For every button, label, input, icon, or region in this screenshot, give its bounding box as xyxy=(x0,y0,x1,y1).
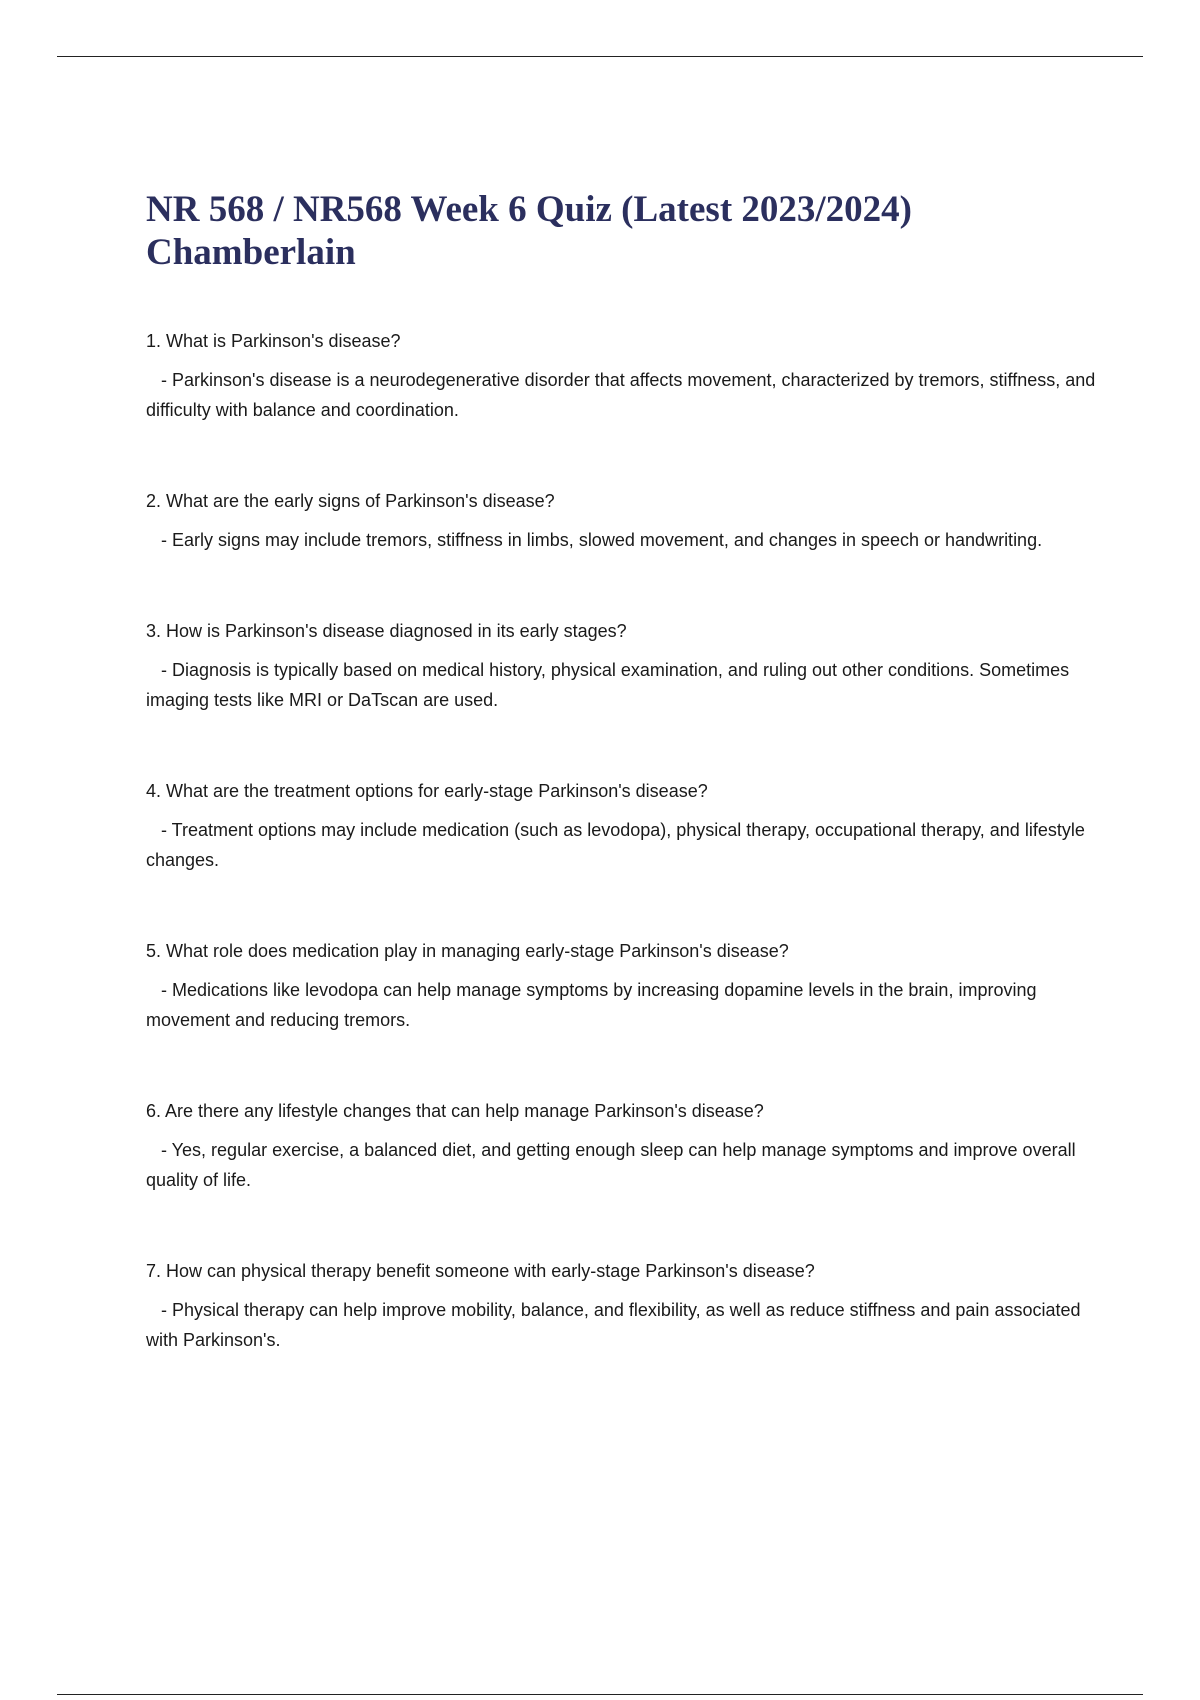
answer-text: - Diagnosis is typically based on medical history, physical examination, and ruling out other conditions. Sometimes imaging tests like MRI or DaTscan are used. xyxy=(146,660,1075,710)
question-text: 4. What are the treatment options for early-stage Parkinson's disease? xyxy=(146,781,708,801)
qa-item-6 xyxy=(146,1096,1096,1195)
qa-item-7 xyxy=(146,1256,1096,1355)
top-divider xyxy=(57,56,1143,57)
qa-item-2 xyxy=(146,486,1096,555)
document-title xyxy=(146,188,1096,274)
question-text: 5. What role does medication play in managing early-stage Parkinson's disease? xyxy=(146,941,789,961)
question-text: 1. What is Parkinson's disease? xyxy=(146,331,401,351)
answer-text: - Early signs may include tremors, stiffness in limbs, slowed movement, and changes in speech or handwriting. xyxy=(146,530,1043,550)
document-title-line-1: NR 568 / NR568 Week 6 Quiz (Latest 2023/2024) xyxy=(146,189,912,230)
question-text: 6. Are there any lifestyle changes that can help manage Parkinson's disease? xyxy=(146,1101,764,1121)
qa-item-5 xyxy=(146,936,1096,1035)
answer-text: - Yes, regular exercise, a balanced diet, and getting enough sleep can help manage symptoms and improve overall quality of life. xyxy=(146,1140,1081,1190)
document-body xyxy=(146,188,1101,1416)
question-text: 7. How can physical therapy benefit someone with early-stage Parkinson's disease? xyxy=(146,1261,815,1281)
answer-text: - Physical therapy can help improve mobility, balance, and flexibility, as well as reduce stiffness and pain associated with Parkinson's. xyxy=(146,1300,1086,1350)
question-text: 2. What are the early signs of Parkinson's disease? xyxy=(146,491,555,511)
answer-text: - Treatment options may include medication (such as levodopa), physical therapy, occupational therapy, and lifestyle changes. xyxy=(146,820,1090,870)
answer-text: - Parkinson's disease is a neurodegenerative disorder that affects movement, characterized by tremors, stiffness, and difficulty with balance and coordination. xyxy=(146,370,1101,420)
answer-text: - Medications like levodopa can help manage symptoms by increasing dopamine levels in the brain, improving movement and reducing tremors. xyxy=(146,980,1042,1030)
qa-item-4 xyxy=(146,776,1096,875)
bottom-divider xyxy=(57,1694,1143,1695)
question-text: 3. How is Parkinson's disease diagnosed in its early stages? xyxy=(146,621,627,641)
document-title-line-2: Chamberlain xyxy=(146,232,356,273)
qa-item-1 xyxy=(146,326,1101,425)
qa-item-3 xyxy=(146,616,1096,715)
